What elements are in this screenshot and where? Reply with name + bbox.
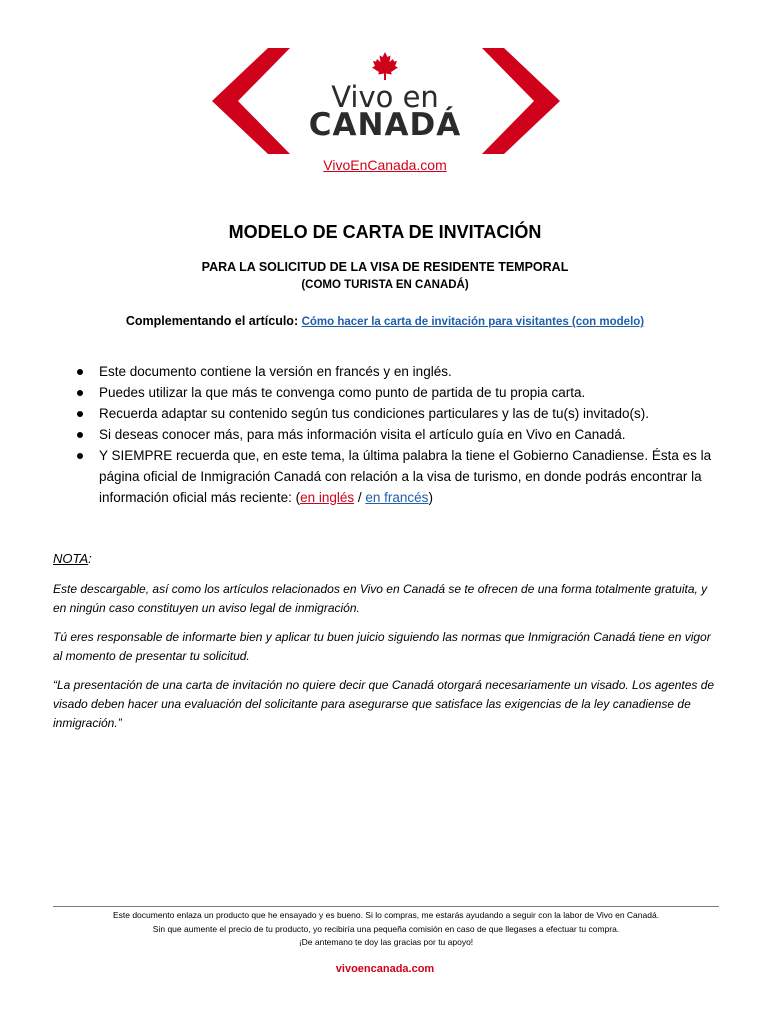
link-french[interactable]: en francés — [365, 490, 429, 505]
footer-note — [53, 909, 719, 950]
footer-line-2: Sin que aumente el precio de tu producto, yo recibiría una pequeña comisión en caso de que llegases a efectuar tu compra. — [152, 923, 620, 934]
document-subtitle-2: (COMO TURISTA EN CANADÁ) — [301, 279, 469, 291]
list-item: Recuerda adaptar su contenido según tus condiciones particulares y las de tu(s) invitado(s). — [75, 403, 725, 424]
list-item-text: Y SIEMPRE recuerda que, en este tema, la última palabra la tiene el Gobierno Canadiense. Ésta es la página oficial de Inmigración Canadá con relación a la visa de turismo, en donde podrás encontrar la información oficial más reciente: ( — [99, 448, 712, 505]
nota-colon: : — [88, 551, 92, 566]
nota-paragraph-1: Este descargable, así como los artículos relacionados en Vivo en Canadá se te ofrecen de una forma totalmente gratuita, y en ningún caso constituyen un aviso legal de inmigración. — [53, 582, 708, 615]
chevron-right-icon — [482, 48, 560, 154]
document-title: MODELO DE CARTA DE INVITACIÓN — [228, 222, 542, 242]
logo-text-line2: CANADÁ — [308, 107, 462, 143]
info-bullet-list — [75, 361, 725, 508]
list-item: Este documento contiene la versión en francés y en inglés. — [75, 361, 725, 382]
maple-leaf-icon — [372, 52, 398, 80]
link-english[interactable]: en inglés — [300, 490, 355, 505]
footer-line-3: ¡De antemano te doy las gracias por tu apoyo! — [298, 937, 474, 947]
nota-paragraph-3: “La presentación de una carta de invitación no quiere decir que Canadá otorgará necesariamente un visado. Los agentes de visado deben hacer una evaluación del solicitante para asegurarse que satisface las exigencias de la ley canadiense de inmigración.” — [53, 678, 715, 730]
closing-paren: ) — [428, 490, 433, 505]
article-link[interactable]: Cómo hacer la carta de invitación para visitantes (con modelo) — [301, 316, 645, 328]
footer-line-1: Este documento enlaza un producto que he ensayado y es bueno. Si lo compras, me estarás ayudando a seguir con la labor de Vivo en Canadá. — [112, 910, 660, 920]
footer-brand-link[interactable]: vivoencanada.com — [335, 963, 435, 975]
complement-label: Complementando el artículo: — [125, 314, 302, 328]
link-separator: / — [354, 490, 366, 505]
nota-label: NOTA — [53, 551, 89, 566]
footer-divider — [53, 906, 719, 907]
chevron-left-icon — [212, 48, 290, 154]
list-item: Si deseas conocer más, para más información visita el artículo guía en Vivo en Canadá. — [75, 424, 725, 445]
list-item — [75, 445, 725, 508]
list-item: Puedes utilizar la que más te convenga como punto de partida de tu propia carta. — [75, 382, 725, 403]
complement-line — [0, 314, 770, 328]
nota-paragraph-2: Tú eres responsable de informarte bien y aplicar tu buen juicio siguiendo las normas que Inmigración Canadá tiene en vigor al momento de presentar tu solicitud. — [53, 630, 711, 663]
document-subtitle: PARA LA SOLICITUD DE LA VISA DE RESIDENTE TEMPORAL — [201, 260, 569, 274]
nota-heading — [53, 549, 718, 568]
logo-text-line1: Vivo en — [331, 80, 439, 114]
site-link[interactable]: VivoEnCanada.com — [323, 157, 447, 173]
